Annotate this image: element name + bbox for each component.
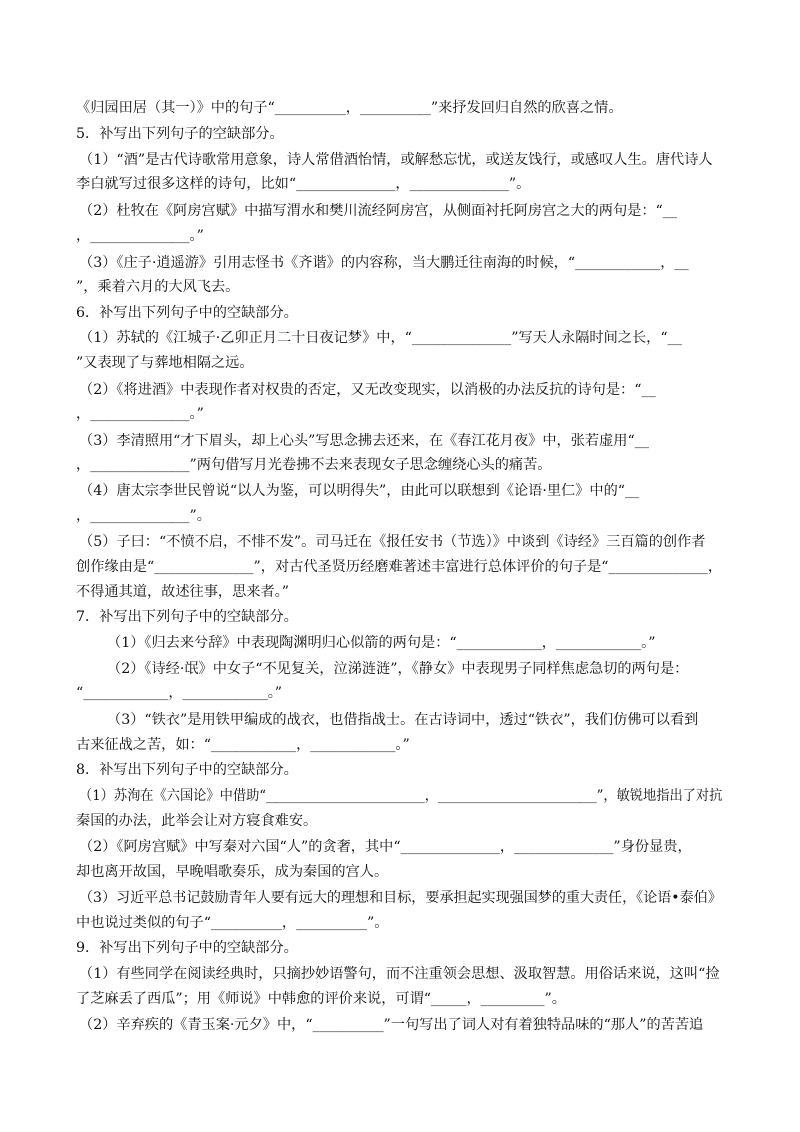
text-line: （1）苏轼的《江城子·乙卯正月二十日夜记梦》中，“______________”写天人永隔时间之长，“__	[79, 330, 682, 346]
text-line: （2）《将进酒》中表现作者对权贵的否定，又无改变现实，以消极的办法反抗的诗句是：“__	[79, 382, 656, 398]
text-line: （3）习近平总书记鼓励青年人要有远大的理想和目标，要承担起实现强国梦的重大责任，《论语•泰伯》	[79, 890, 722, 906]
question-heading: 7．补写出下列句子中的空缺部分。	[76, 609, 298, 625]
text-line: 《归园田居（其一）》中的句子“__________，__________”来抒发回归自然的欣喜之情。	[76, 100, 623, 116]
text-line: 了芝麻丢了西瓜”；用《师说》中韩愈的评价来说，可谓“_____，_________”。	[76, 991, 566, 1007]
text-line: 中也说过类似的句子“__________，__________”。	[76, 915, 389, 931]
text-line: ，______________”。	[76, 508, 211, 524]
text-line: 却也离开故国，早晚唱歌奏乐，成为秦国的宫人。	[76, 864, 389, 880]
text-line: “____________，____________。”	[76, 685, 283, 701]
text-line: ”又表现了与葬地相隔之远。	[76, 355, 254, 371]
question-heading: 6．补写出下列句子中的空缺部分。	[76, 305, 298, 321]
text-line: 不得通其道，故述往事，思来者。”	[76, 584, 289, 600]
text-line: （2）辛弃疾的《青玉案·元夕》中，“__________”一句写出了词人对有着独特品味的“那人”的苦苦追	[79, 1017, 704, 1033]
text-line: 李白就写过很多这样的诗句，比如“______________，______________”。	[76, 176, 531, 192]
text-line: 古来征战之苦，如：“____________，____________。”	[76, 737, 410, 753]
text-line: （1）有些同学在阅读经典时，只摘抄妙语警句，而不注重领会思想、汲取智慧。用俗话来说，这叫“捡	[79, 966, 720, 982]
question-heading: 5．补写出下列句子的空缺部分。	[76, 126, 284, 142]
question-heading: 8．补写出下列句子中的空缺部分。	[76, 762, 298, 778]
text-line: （2）《诗经·氓》中女子“不见复关，泣涕涟涟”，《静女》中表现男子同样焦虑急切的两句是：	[107, 661, 689, 677]
text-line: ，______________”两句借写月光卷拂不去来表现女子思念缠绕心头的痛苦。	[76, 457, 552, 473]
text-line: （2）《阿房宫赋》中写秦对六国“人”的贪奢，其中“______________，______________”身份显贵，	[79, 839, 692, 855]
text-line: （1）《归去来兮辞》中表现陶渊明归心似箭的两句是：“____________，____________。”	[107, 635, 656, 651]
text-line: 秦国的办法，此举会让对方寝食难安。	[76, 813, 318, 829]
text-line: （3）《庄子·逍遥游》引用志怪书《齐谐》的内容称，当大鹏迁往南海的时候，“____________，__	[79, 255, 689, 271]
text-line: （3）李清照用“才下眉头，却上心头”写思念拂去还来，在《春江花月夜》中，张若虚用“__	[79, 433, 649, 449]
text-line: ”，乘着六月的大风飞去。	[76, 279, 240, 295]
text-line: （5）子曰：“不愤不启，不悱不发”。司马迁在《报任安书（节选）》中谈到《诗经》三百篇的创作者	[79, 534, 706, 550]
text-line: （4）唐太宗李世民曾说“以人为鉴，可以明得失”，由此可以联想到《论语·里仁》中的“__	[79, 483, 640, 499]
text-line: 创作缘由是“______________”，对古代圣贤历经磨难著述丰富进行总体评价的句子是“______________，	[76, 559, 723, 575]
text-line: ，______________。”	[76, 406, 204, 422]
text-line: （1）苏洵在《六国论》中借助“________________________，________________________”，敏锐地指出了对抗	[79, 788, 723, 804]
text-line: （3）“铁衣”是用铁甲编成的战衣，也借指战士。在古诗词中，透过“铁衣”，我们仿佛可以看到	[107, 712, 699, 728]
text-line: （2）杜牧在《阿房宫赋》中描写渭水和樊川流经阿房宫，从侧面衬托阿房宫之大的两句是：“__	[79, 203, 677, 219]
text-line: （1）“酒”是古代诗歌常用意象，诗人常借酒怡情，或解愁忘忧，或送友饯行，或感叹人生。唐代诗人	[79, 152, 713, 168]
text-line: ，______________。”	[76, 228, 204, 244]
question-heading: 9．补写出下列句子中的空缺部分。	[76, 940, 298, 956]
